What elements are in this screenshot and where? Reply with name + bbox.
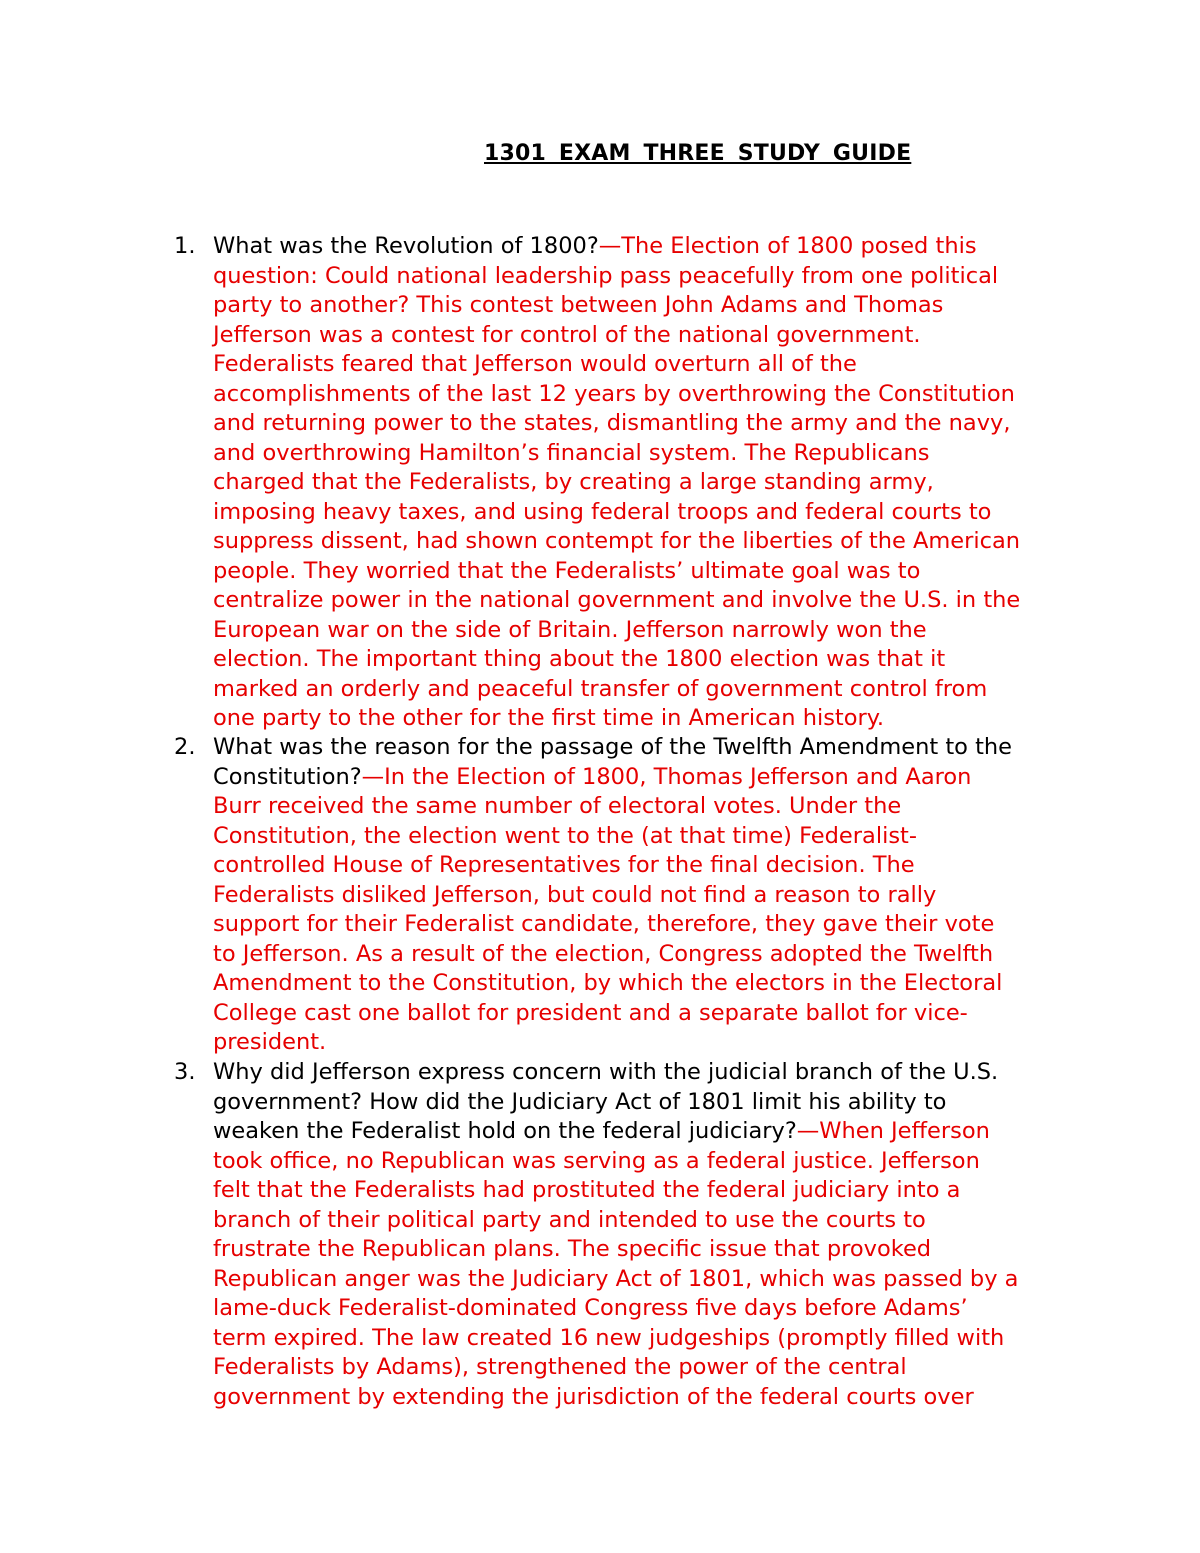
text-line (213, 232, 1073, 262)
answer-text: people. They worried that the Federalists’ ultimate goal was to (213, 557, 921, 584)
question-text: government? How did the Judiciary Act of 1801 limit his ability to (213, 1088, 947, 1115)
text-line (213, 1324, 1073, 1354)
text-line (213, 468, 1073, 498)
answer-text: felt that the Federalists had prostituted the federal judiciary into a (213, 1177, 961, 1203)
text-line (213, 262, 1073, 292)
text-line (213, 1206, 1073, 1236)
text-line (213, 527, 1073, 557)
text-line (213, 1028, 1073, 1058)
text-line (213, 1117, 1073, 1147)
question-text: What was the Revolution of 1800? (213, 233, 599, 259)
answer-text: election. The important thing about the 1800 election was that it (213, 646, 946, 672)
text-line (213, 409, 1073, 439)
answer-text: and returning power to the states, dismantling the army and the navy, (213, 410, 1011, 436)
text-line (213, 675, 1073, 705)
text-line (213, 1176, 1073, 1206)
text-line (213, 1235, 1073, 1265)
answer-text: Federalists by Adams), strengthened the power of the central (213, 1354, 907, 1380)
answer-text: government by extending the jurisdiction of the federal courts over (213, 1383, 974, 1410)
text-line (213, 851, 1073, 881)
text-line (213, 350, 1073, 380)
answer-text: and overthrowing Hamilton’s financial system. The Republicans (213, 439, 930, 466)
answer-text: one party to the other for the first time in American history. (213, 705, 885, 731)
text-line (213, 1265, 1073, 1295)
answer-text: Federalists feared that Jefferson would overturn all of the (213, 351, 857, 377)
item-number: 2. (174, 734, 196, 760)
answer-text: Burr received the same number of electoral votes. Under the (213, 793, 902, 819)
text-line (213, 1147, 1073, 1177)
answer-text: lame-duck Federalist-dominated Congress five days before Adams’ (213, 1295, 968, 1321)
question-text: What was the reason for the passage of the Twelfth Amendment to the (213, 734, 1012, 760)
answer-text: Constitution, the election went to the (at that time) Federalist- (213, 822, 917, 849)
answer-text: centralize power in the national government and involve the U.S. in the (213, 587, 1021, 613)
answer-text: frustrate the Republican plans. The specific issue that provoked (213, 1236, 932, 1262)
answer-text: suppress dissent, had shown contempt for the liberties of the American (213, 528, 1021, 554)
item-number: 1. (174, 233, 196, 259)
text-line (213, 1383, 1073, 1413)
text-line (213, 1294, 1073, 1324)
text-line (213, 616, 1073, 646)
text-line (213, 291, 1073, 321)
text-line (213, 910, 1073, 940)
item-body (213, 733, 1073, 1058)
answer-text: accomplishments of the last 12 years by overthrowing the Constitution (213, 380, 1015, 407)
text-line (213, 969, 1073, 999)
text-line (213, 1058, 1073, 1088)
answer-text: marked an orderly and peaceful transfer of government control from (213, 675, 988, 702)
item-number: 3. (174, 1059, 196, 1085)
text-line (213, 586, 1073, 616)
question-text: weaken the Federalist hold on the federal judiciary? (213, 1118, 797, 1144)
text-line (213, 1353, 1073, 1383)
answer-text: imposing heavy taxes, and using federal troops and federal courts to (213, 498, 992, 525)
item-body (213, 232, 1073, 734)
answer-text: question: Could national leadership pass peacefully from one political (213, 262, 999, 289)
text-line (213, 380, 1073, 410)
text-line (213, 321, 1073, 351)
text-line (213, 881, 1073, 911)
answer-text: —When Jefferson (796, 1118, 990, 1144)
text-line (213, 999, 1073, 1029)
text-line (213, 733, 1073, 763)
answer-text: branch of their political party and intended to use the courts to (213, 1206, 926, 1233)
answer-text: —In the Election of 1800, Thomas Jefferson and Aaron (361, 763, 972, 790)
answer-text: support for their Federalist candidate, therefore, they gave their vote (213, 911, 995, 937)
text-line (213, 704, 1073, 734)
answer-text: president. (213, 1029, 327, 1055)
item-body (213, 1058, 1073, 1412)
text-line (213, 498, 1073, 528)
answer-text: to Jefferson. As a result of the election, Congress adopted the Twelfth (213, 940, 994, 967)
text-line (213, 1088, 1073, 1118)
answer-text: party to another? This contest between John Adams and Thomas (213, 292, 944, 318)
answer-text: Republican anger was the Judiciary Act of 1801, which was passed by a (213, 1265, 1019, 1292)
answer-text: —The Election of 1800 posed this (598, 233, 977, 259)
answer-text: Amendment to the Constitution, by which the electors in the Electoral (213, 970, 1003, 996)
answer-text: term expired. The law created 16 new judgeships (promptly filled with (213, 1324, 1005, 1351)
question-text: Why did Jefferson express concern with the judicial branch of the U.S. (213, 1059, 999, 1085)
answer-text: controlled House of Representatives for the final decision. The (213, 852, 915, 878)
text-line (213, 792, 1073, 822)
text-line (213, 763, 1073, 793)
answer-text: charged that the Federalists, by creating a large standing army, (213, 469, 934, 495)
answer-text: Federalists disliked Jefferson, but could not find a reason to rally (213, 881, 937, 908)
document-title: 1301 EXAM THREE STUDY GUIDE (484, 141, 912, 166)
text-line (213, 439, 1073, 469)
answer-text: European war on the side of Britain. Jefferson narrowly won the (213, 616, 927, 643)
answer-text: Jefferson was a contest for control of the national government. (213, 321, 921, 348)
answer-text: took office, no Republican was serving as a federal justice. Jefferson (213, 1147, 980, 1174)
question-text: Constitution? (213, 763, 362, 790)
text-line (213, 940, 1073, 970)
text-line (213, 645, 1073, 675)
answer-text: College cast one ballot for president and a separate ballot for vice- (213, 999, 968, 1026)
text-line (213, 822, 1073, 852)
text-line (213, 557, 1073, 587)
